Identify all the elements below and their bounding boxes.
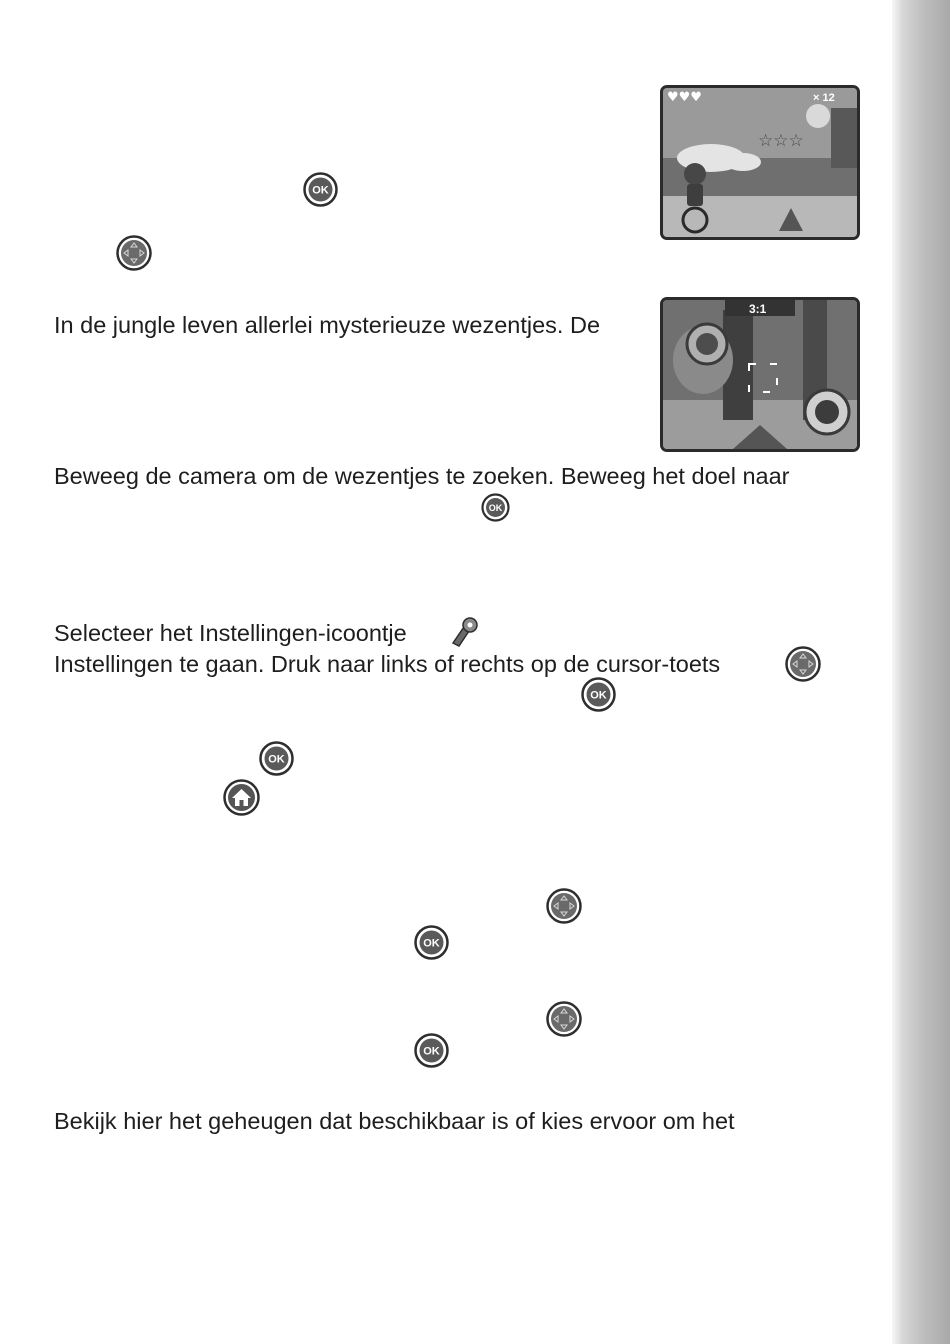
svg-text:OK: OK (312, 184, 329, 197)
game-screenshot-jungle (660, 297, 860, 452)
paragraph-memory: Bekijk hier het geheugen dat beschikbaar is of kies ervoor om het (54, 1108, 735, 1134)
svg-text:OK: OK (488, 503, 503, 513)
cursor-pad-icon (546, 888, 582, 924)
svg-text:OK: OK (423, 937, 440, 950)
ok-button-icon (481, 493, 510, 522)
settings-icon (446, 615, 480, 649)
ok-button-icon (259, 741, 294, 776)
paragraph-settings-nav: Instellingen te gaan. Druk naar links of rechts op de cursor-toets (54, 651, 721, 677)
ok-button-icon (581, 677, 616, 712)
svg-text:♥♥♥: ♥♥♥ (667, 90, 702, 105)
home-icon (223, 779, 260, 816)
cursor-pad-icon (785, 646, 821, 682)
svg-text:OK: OK (423, 1045, 440, 1058)
cursor-pad-icon (116, 235, 152, 271)
paragraph-camera: Beweeg de camera om de wezentjes te zoeken. Beweeg het doel naar (54, 463, 790, 489)
cursor-pad-icon (546, 1001, 582, 1037)
svg-text:OK: OK (590, 689, 607, 702)
ok-button-icon (303, 172, 338, 207)
timer: 3:1 (749, 302, 767, 316)
svg-text:OK: OK (268, 753, 285, 766)
paragraph-jungle: In de jungle leven allerlei mysterieuze wezentjes. De (54, 312, 601, 338)
svg-text:☆☆☆: ☆☆☆ (758, 131, 804, 151)
ok-button-icon (414, 1033, 449, 1068)
ok-button-icon (414, 925, 449, 960)
star-count: × 12 (813, 92, 835, 104)
page-edge-tab (892, 0, 950, 1344)
paragraph-settings-select: Selecteer het Instellingen-icoontje (54, 620, 407, 646)
game-screenshot-unicycle (660, 85, 860, 240)
